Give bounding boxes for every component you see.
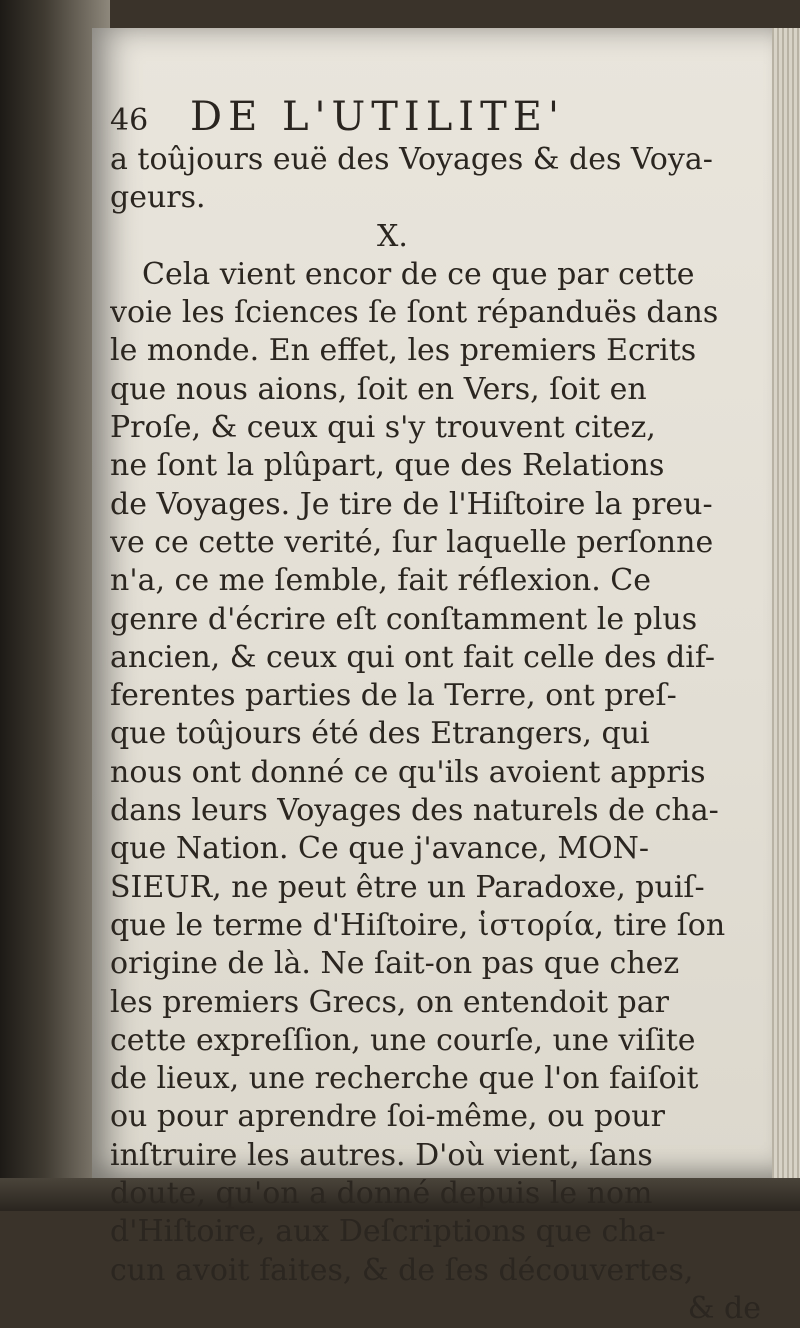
text-line: genre d'écrire eſt conſtamment le plus	[110, 601, 698, 637]
text-line: que toûjours été des Etrangers, qui	[110, 716, 650, 752]
text-line: n'a, ce me ſemble, fait réflexion. Ce	[110, 563, 651, 599]
text-line: X.	[377, 218, 408, 254]
text-line: voie les ſciences ſe ſont répanduës dans	[110, 295, 719, 331]
text-line: cun avoit faites, & de ſes découvertes,	[110, 1252, 694, 1288]
text-line: que nous aions, ſoit en Vers, ſoit en	[110, 371, 647, 407]
text-line: origine de là. Ne ſait-on pas que chez	[110, 946, 680, 982]
text-line: ve ce cette verité, ſur laquelle perſonne	[110, 524, 714, 560]
text-line: Cela vient encor de ce que par cette	[142, 256, 695, 292]
page-header	[110, 94, 750, 144]
text-line: de lieux, une recherche que l'on faiſoit	[110, 1061, 699, 1097]
text-line: que le terme d'Hiſtoire, ἱστορία, tire ſon	[110, 907, 726, 943]
text-line: geurs.	[110, 180, 206, 216]
text-line: ou pour aprendre ſoi-même, ou pour	[110, 1099, 665, 1135]
text-line: les premiers Grecs, on entendoit par	[110, 984, 669, 1020]
body-text	[110, 141, 775, 1328]
text-line: & de	[687, 1290, 761, 1326]
text-line: ancien, & ceux qui ont fait celle des dif-	[110, 639, 716, 675]
text-line: Proſe, & ceux qui s'y trouvent citez,	[110, 410, 656, 446]
text-line: cette expreſſion, une courſe, une viſite	[110, 1022, 696, 1058]
page-number: 46	[110, 103, 149, 138]
text-line: de Voyages. Je tire de l'Hiſtoire la preu-	[110, 486, 713, 522]
text-line: le monde. En effet, les premiers Ecrits	[110, 333, 697, 369]
running-head: DE L'UTILITE'	[190, 94, 565, 140]
text-line: ne ſont la plûpart, que des Relations	[110, 448, 665, 484]
text-line: a toûjours euë des Voyages & des Voya-	[110, 142, 713, 177]
text-line: SIEUR, ne peut être un Paradoxe, puiſ-	[110, 869, 705, 905]
page-edges	[772, 28, 800, 1178]
text-line: inſtruire les autres. D'où vient, ſans	[110, 1137, 653, 1173]
text-line: ferentes parties de la Terre, ont preſ-	[110, 678, 677, 714]
text-line: doute, qu'on a donné depuis le nom	[110, 1176, 653, 1212]
text-line: dans leurs Voyages des naturels de cha-	[110, 793, 719, 829]
text-line: que Nation. Ce que j'avance, MON-	[110, 831, 650, 867]
text-line: nous ont donné ce qu'ils avoient appris	[110, 754, 706, 790]
text-line: d'Hiſtoire, aux Deſcriptions que cha-	[110, 1214, 666, 1250]
